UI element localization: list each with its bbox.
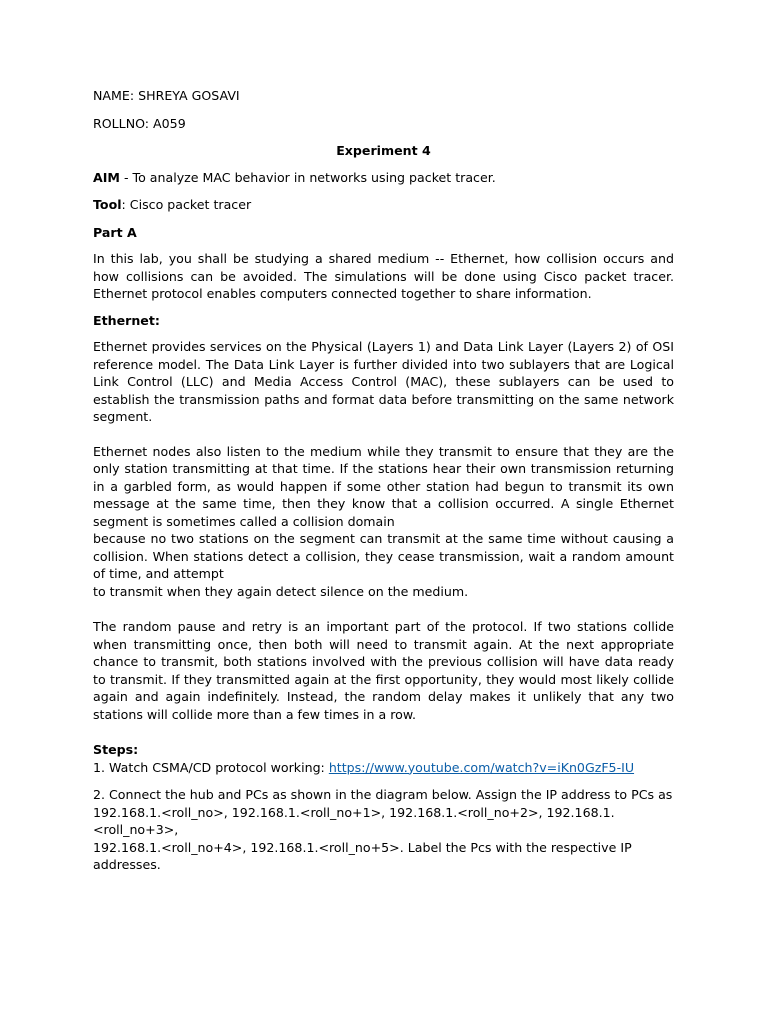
student-name: NAME: SHREYA GOSAVI — [93, 88, 240, 103]
aim-label: AIM — [93, 169, 120, 185]
ethernet-paragraph-2-part-1: Ethernet nodes also listen to the medium while they transmit to ensure that they are the only station transmitting at that time. If the stations hear their own transmission returning in a garbled form, as would happen if some other station had begun to transmit its own message at the same time, then they know that a collision occurred. A single Ethernet segment is sometimes called a collision domain — [93, 443, 674, 529]
tool-line — [93, 196, 674, 214]
ethernet-heading: Ethernet: — [93, 312, 160, 328]
step-2 — [93, 786, 674, 874]
ethernet-paragraph-3: The random pause and retry is an important part of the protocol. If two stations collide when transmitting once, then both will need to transmit again. At the next appropriate chance to transmit, both stations involved with the previous collision will have data ready to transmit. If they transmitted again at the first opportunity, they would most likely collide again and again indefinitely. Instead, the random delay makes it unlikely that any two stations will collide more than a few times in a row. — [93, 619, 674, 722]
aim-text: - To analyze MAC behavior in networks using packet tracer. — [119, 169, 496, 185]
steps-heading: Steps: — [93, 742, 139, 757]
aim-line — [93, 169, 674, 187]
step-2-line-1: 2. Connect the hub and PCs as shown in the diagram below. Assign the IP address to PCs as — [93, 787, 673, 802]
step-2-line-3: 192.168.1.<roll_no+4>, 192.168.1.<roll_no+5>. Label the Pcs with the respective IP addresses. — [93, 839, 632, 872]
step-2-line-2: 192.168.1.<roll_no>, 192.168.1.<roll_no+1>, 192.168.1.<roll_no+2>, 192.168.1.<roll_no+3>, — [93, 804, 615, 837]
part-a-heading: Part A — [93, 224, 137, 240]
ethernet-paragraph-2-part-3: to transmit when they again detect silence on the medium. — [93, 583, 469, 599]
roll-number: ROLLNO: A059 — [93, 115, 186, 131]
ethernet-paragraph-1: Ethernet provides services on the Physical (Layers 1) and Data Link Layer (Layers 2) of OSI reference model. The Data Link Layer is further divided into two sublayers that are Logical Link Control (LLC) and Media Access Control (MAC), these sublayers can be used to establish the transmission paths and format data before transmitting on the same network segment. — [93, 339, 674, 424]
tool-text: : Cisco packet tracer — [121, 197, 252, 212]
part-a-intro: In this lab, you shall be studying a shared medium -- Ethernet, how collision occurs and how collisions can be avoided. The simulations will be done using Cisco packet tracer. Ethernet protocol enables computers connected together to share information. — [93, 251, 674, 301]
step-1 — [93, 759, 674, 777]
experiment-title: Experiment 4 — [336, 143, 431, 158]
step-1-text: 1. Watch CSMA/CD protocol working: — [93, 759, 329, 775]
document-page — [93, 87, 674, 874]
tool-label: Tool — [93, 197, 122, 212]
ethernet-paragraph-2-part-2: because no two stations on the segment can transmit at the same time without causing a collision. When stations detect a collision, they cease transmission, wait a random amount of time, and attempt — [93, 531, 674, 581]
ethernet-paragraph-2 — [93, 443, 674, 601]
csma-cd-video-link[interactable]: https://www.youtube.com/watch?v=iKn0GzF5-IU — [328, 759, 635, 775]
